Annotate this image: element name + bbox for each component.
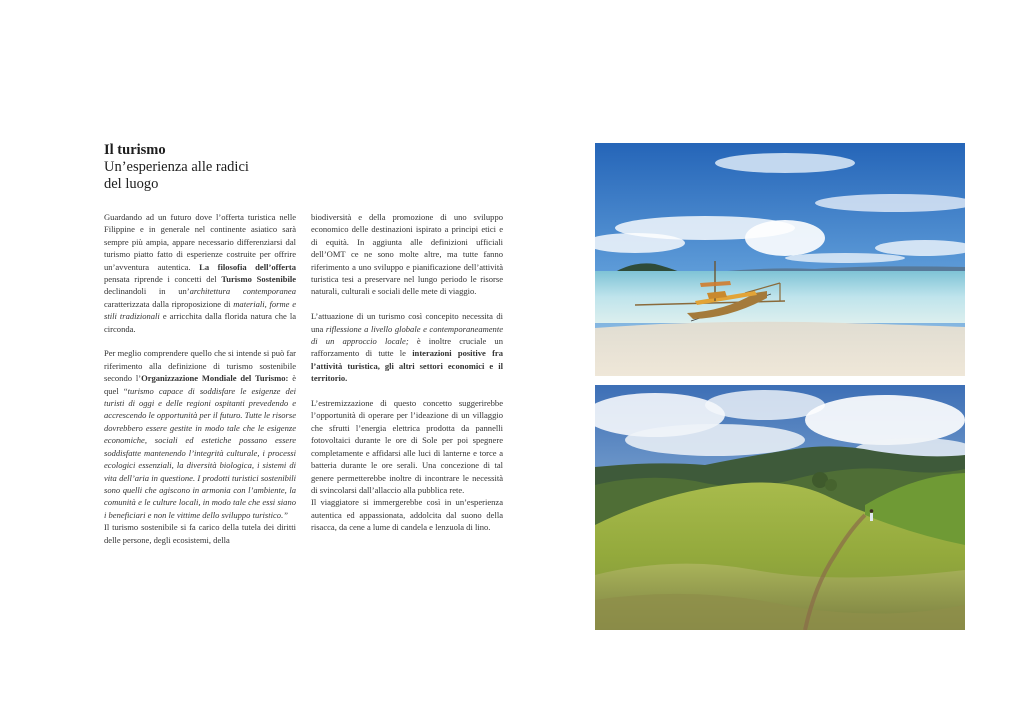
page-title: Il turismo bbox=[104, 142, 166, 158]
text-run: declinandoli in un’ bbox=[104, 286, 190, 297]
paragraph-village: L’estremizzazione di questo concetto suggerirebbe l’opportunità di operare per l’ideazione di un villaggio che sfrutti l’energia elettrica prodotta da pannelli fotovoltaici durante le ore di Sole per poi spegnere completamente e affidarsi alle luci di lanterne e torce a batteria durante le ore serali. Una concezione di tal genere permetterebbe inoltre di incontrare le necessità di svincolarsi dall’allaccio alla pubblica rete. bbox=[311, 398, 503, 495]
text-italic: turismo capace di soddisfare le esigenze dei turisti di oggi e delle regioni ospitanti prevedendo e accrescendo le opportunità per il futuro. Tutte le risorse dovrebbero essere gestite in modo tale che le esigenze economiche, sociali ed estetiche possano essere soddisfatte mantenendo l’integrità culturale, i processi ecologici essenziali, la diversità biologica, i sistemi di vita dell’aria in questione. I prodotti turistici sostenibili sono quelli che agiscono in armonia con l’ambiente, la comunità e le culture locali, in modo tale che essi siano i beneficiari e non le vittime dello sviluppo turistico.” bbox=[104, 385, 296, 520]
heading-block bbox=[104, 142, 304, 193]
paragraph-definition bbox=[104, 347, 296, 521]
text-run: Guardando ad un futuro dove l’offerta turistica nelle Filippine e in generale nel continente asiatico sarà sempre più ampia, appare necessario differenziarsi dal turismo piatto fatto di esperienze costruite per offrire un’avventura autentica. bbox=[104, 212, 296, 272]
text-bold: Turismo Sostenibile bbox=[221, 274, 296, 285]
subtitle-line-1: Un’esperienza alle radici bbox=[104, 159, 249, 175]
paragraph-biodiversity: biodiversità e della promozione di uno sviluppo economico delle destinazioni ispirato a principi etici e di equità. In aggiunta alle definizioni ufficiali dell’OMT ce ne sono molte altre, ma tutte fanno riferimento a uno sviluppo e pianificazione dell’attività turistica tesi a preservare nel lungo periodo le risorse naturali, culturali e sociali delle mete di viaggio. bbox=[311, 212, 503, 297]
text-run: L’attuazione di un turismo così concepito necessita di una bbox=[311, 311, 503, 334]
text-bold: interazioni positive fra l’attività turistica, gli altri settori economici e il territorio. bbox=[311, 348, 503, 384]
paragraph-traveller: Il viaggiatore si immergerebbe così in un’esperienza autentica ed appassionata, addolcita dal suono della risacca, da cene a lume di candela e lenzuola di lino. bbox=[311, 497, 503, 533]
text-run: è quel “ bbox=[104, 373, 296, 396]
beach-photo bbox=[595, 143, 965, 376]
text-bold: Organizzazione Mondiale del Turismo: bbox=[141, 373, 289, 384]
text-italic: materiali, forme e stili tradizionali bbox=[104, 298, 296, 322]
text-bold: La filosofia dell’offerta bbox=[199, 261, 296, 272]
paragraph-rights: Il turismo sostenibile si fa carico della tutela dei diritti delle persone, degli ecosistemi, della bbox=[104, 522, 296, 545]
page-subtitle bbox=[104, 159, 304, 193]
text-run: e arricchita dalla florida natura che la circonda. bbox=[104, 311, 296, 334]
text-run: pensata riprende i concetti del bbox=[104, 274, 222, 285]
text-run: caratterizzata dalla riproposizione di bbox=[104, 298, 234, 309]
paragraph-intro bbox=[104, 211, 296, 335]
hills-photo bbox=[595, 385, 965, 630]
text-column-right bbox=[311, 211, 503, 534]
text-run: Per meglio comprendere quello che si intende si può far riferimento alla definizione di turismo sostenibile secondo l’ bbox=[104, 348, 296, 384]
paragraph-implementation bbox=[311, 310, 503, 384]
text-italic: riflessione a livello globale e contemporaneamente di un approccio locale; bbox=[311, 323, 504, 347]
text-italic: architettura contemporanea bbox=[189, 286, 296, 297]
subtitle-line-2: del luogo bbox=[104, 176, 159, 192]
text-column-left bbox=[104, 211, 296, 546]
text-run: è inoltre cruciale un rafforzamento di tutte le bbox=[311, 336, 503, 359]
